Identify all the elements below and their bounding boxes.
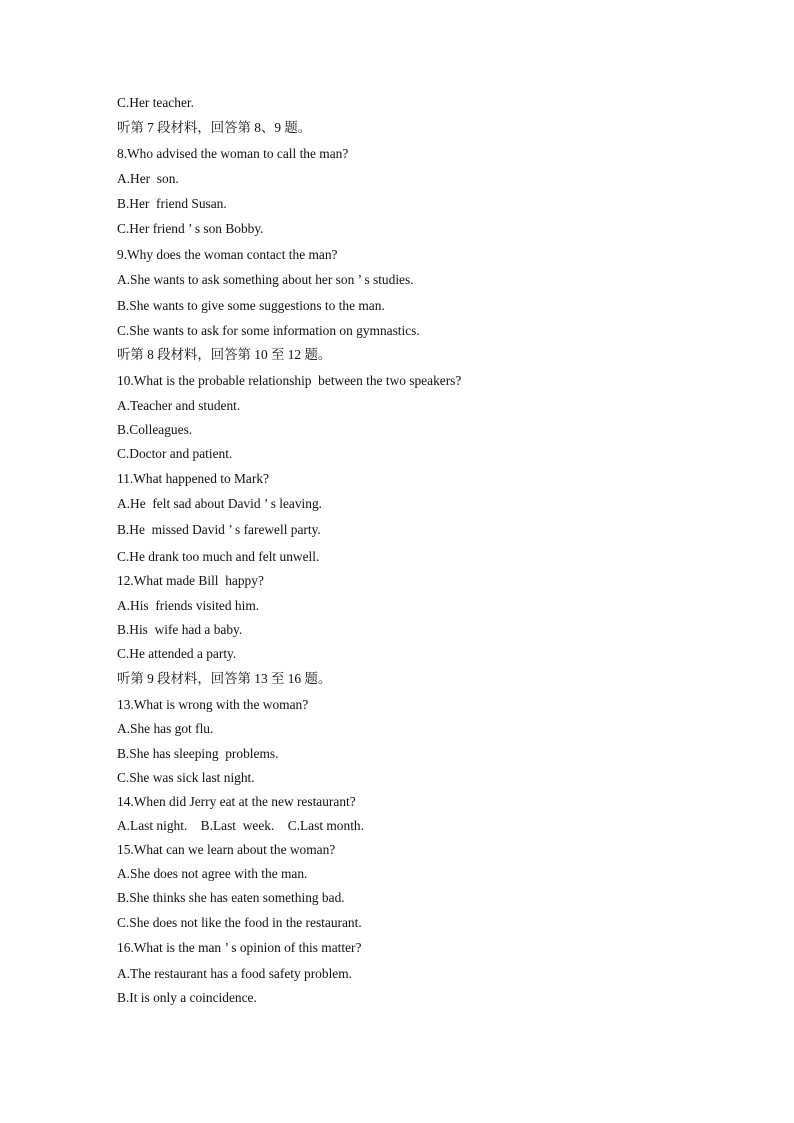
answer-option: B.She has sleeping problems. [117, 746, 279, 761]
answer-option: B.It is only a coincidence. [117, 990, 257, 1005]
section-instruction: 听第 7 段材料，回答第 8、9 题。 [117, 120, 312, 135]
answer-option: C.He drank too much and felt unwell. [117, 549, 320, 564]
section-instruction: 听第 8 段材料，回答第 10 至 12 题。 [117, 347, 332, 362]
answer-option: A.Last night. B.Last week. C.Last month. [117, 818, 364, 833]
answer-option: C.She was sick last night. [117, 770, 255, 785]
answer-option: A.She has got flu. [117, 721, 214, 736]
answer-option: C.He attended a party. [117, 646, 237, 661]
answer-option: A.He felt sad about David ’ s leaving. [117, 496, 323, 511]
answer-option: C.Doctor and patient. [117, 446, 233, 461]
question-15: 15.What can we learn about the woman? [117, 842, 336, 857]
answer-option: A.Her son. [117, 171, 179, 186]
question-12: 12.What made Bill happy? [117, 573, 264, 588]
answer-option: B.She wants to give some suggestions to the man. [117, 298, 385, 313]
question-13: 13.What is wrong with the woman? [117, 697, 309, 712]
answer-option: B.His wife had a baby. [117, 622, 243, 637]
answer-option: A.The restaurant has a food safety problem. [117, 966, 352, 981]
answer-option: B.Her friend Susan. [117, 196, 227, 211]
question-16: 16.What is the man ’ s opinion of this matter? [117, 940, 362, 955]
section-instruction: 听第 9 段材料，回答第 13 至 16 题。 [117, 671, 332, 686]
answer-option: C.She wants to ask for some information on gymnastics. [117, 323, 420, 338]
answer-option: A.She wants to ask something about her son ’ s studies. [117, 272, 414, 287]
answer-option: C.Her friend ’ s son Bobby. [117, 221, 264, 236]
answer-option: B.He missed David ’ s farewell party. [117, 522, 321, 537]
question-8: 8.Who advised the woman to call the man? [117, 146, 349, 161]
answer-option: C.She does not like the food in the restaurant. [117, 915, 362, 930]
question-10: 10.What is the probable relationship between the two speakers? [117, 373, 462, 388]
answer-option: B.Colleagues. [117, 422, 193, 437]
answer-option: B.She thinks she has eaten something bad. [117, 890, 345, 905]
answer-option: A.His friends visited him. [117, 598, 260, 613]
question-14: 14.When did Jerry eat at the new restaurant? [117, 794, 356, 809]
answer-option: C.Her teacher. [117, 95, 194, 110]
question-9: 9.Why does the woman contact the man? [117, 247, 338, 262]
question-11: 11.What happened to Mark? [117, 471, 269, 486]
answer-option: A.She does not agree with the man. [117, 866, 308, 881]
answer-option: A.Teacher and student. [117, 398, 241, 413]
